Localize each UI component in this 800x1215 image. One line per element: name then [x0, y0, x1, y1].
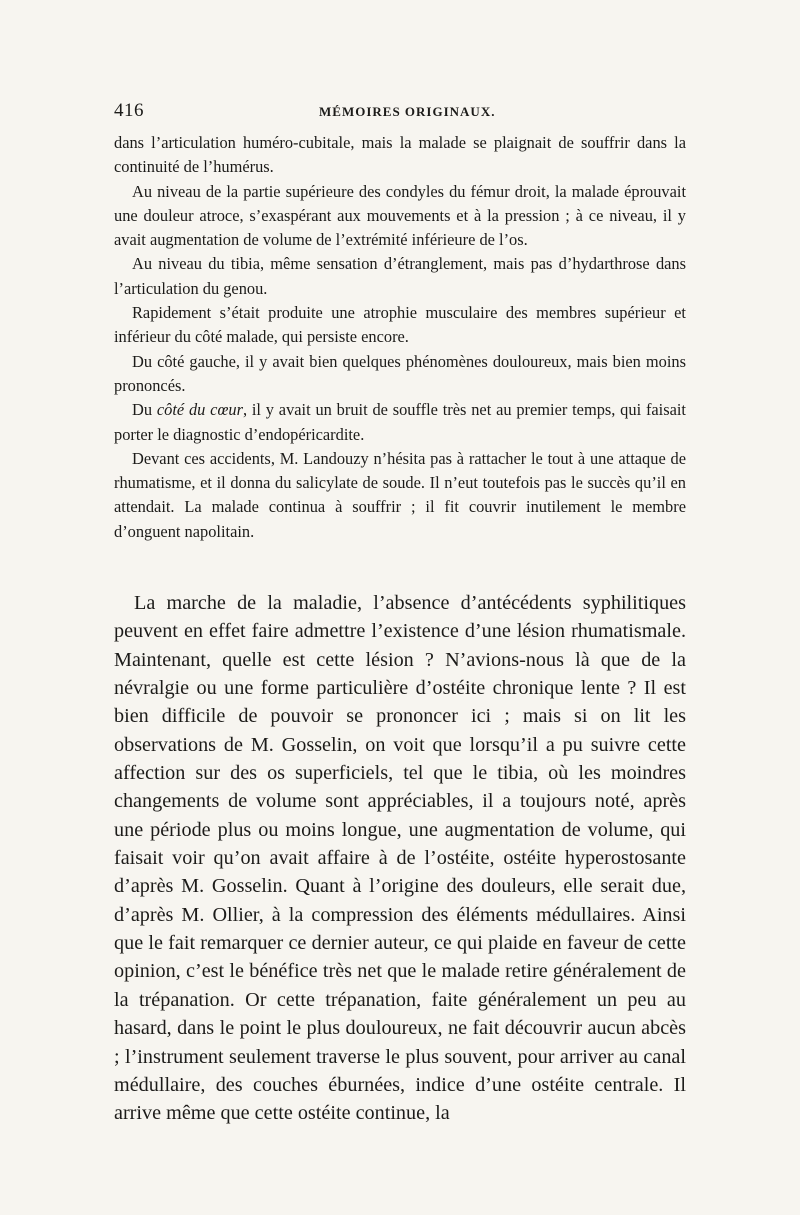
text-run: Du	[132, 400, 153, 420]
paragraph: Devant ces accidents, M. Landouzy n’hésita pas à rattacher le tout à une attaque de rhumatisme, et il donna du salicylate de soude. Il n’eut toutefois pas le succès qu’il en attendait. La malade continua à souffrir ; il fit couvrir inutilement le membre d’onguent napolitain.	[114, 448, 686, 541]
running-title: MÉMOIRES ORIGINAUX.	[319, 104, 496, 119]
text-run: , il y avait un bruit de souffle très net au premier temps, qui faisait porter le diagnostic d’endopéricardite.	[114, 400, 686, 444]
paragraph: Rapidement s’était produite une atrophie musculaire des membres supérieur et inférieur du côté malade, qui persiste encore.	[114, 303, 686, 347]
page-number: 416	[114, 100, 144, 121]
paragraph: Du côté gauche, il y avait bien quelques phénomènes douloureux, mais bien moins prononcés.	[114, 351, 686, 395]
paragraph: Au niveau de la partie supérieure des condyles du fémur droit, la malade éprouvait une douleur atroce, s’exaspérant aux mouvements et à la pression ; à ce niveau, il y avait augmentation de volume de l’extrémité inférieure de l’os.	[114, 181, 686, 250]
discussion-text-block	[114, 589, 686, 1128]
paragraph: dans l’articulation huméro-cubitale, mais la malade se plaignait de souffrir dans la continuité de l’humérus.	[114, 133, 686, 177]
paragraph	[114, 398, 686, 447]
paragraph: Au niveau du tibia, même sensation d’étranglement, mais pas d’hydarthrose dans l’articulation du genou.	[114, 254, 686, 298]
running-header	[114, 100, 686, 124]
italic-phrase: côté du cœur	[156, 400, 243, 420]
observation-text-block	[114, 131, 686, 544]
paragraph: La marche de la maladie, l’absence d’antécédents syphilitiques peuvent en effet faire admettre l’existence d’une lésion rhumatismale. Maintenant, quelle est cette lésion ? N’avions-nous là que de la névralgie ou une forme particulière d’ostéite chronique lente ? Il est bien difficile de pouvoir se prononcer ici ; mais si on lit les observations de M. Gosselin, on voit que lorsqu’il a pu suivre cette affection sur des os superficiels, tel que le tibia, où les moindres changements de volume sont appréciables, il a toujours noté, après une période plus ou moins longue, une augmentation de volume, qui faisait voir qu’on avait affaire à de l’ostéite, ostéite hyperostosante d’après M. Gosselin. Quant à l’origine des douleurs, elle serait due, d’après M. Ollier, à la compression des éléments médullaires. Ainsi que le fait remarquer ce dernier auteur, ce qui plaide en faveur de cette opinion, c’est le bénéfice très net que le malade retire généralement de la trépanation. Or cette trépanation, faite généralement un peu au hasard, dans le point le plus douloureux, ne fait découvrir aucun abcès ; l’instrument seulement traverse le plus souvent, pour arriver au canal médullaire, des couches éburnées, indice d’une ostéite centrale. Il arrive même que cette ostéite continue, la	[114, 592, 686, 1125]
